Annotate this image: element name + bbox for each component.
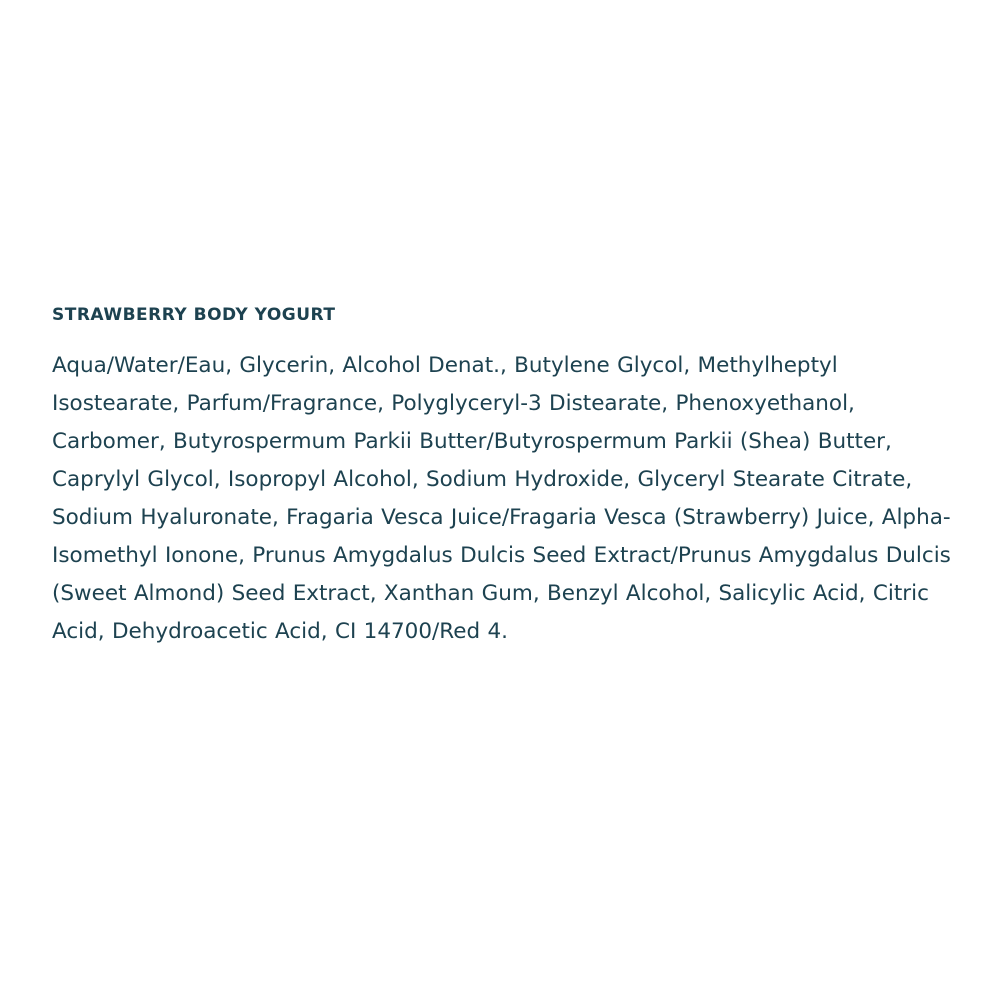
- label-content-block: [52, 305, 952, 651]
- page-title: STRAWBERRY BODY YOGURT: [52, 305, 336, 325]
- ingredients-list-text: Aqua/Water/Eau, Glycerin, Alcohol Denat., Butylene Glycol, Methylheptyl Isostearate, Parfum/Fragrance, Polyglyceryl-3 Distearate, Phenoxyethanol, Carbomer, Butyrospermum Parkii Butter/Butyrospermum Parkii (Shea) Butter, Caprylyl Glycol, Isopropyl Alcohol, Sodium Hydroxide, Glyceryl Stearate Citrate, Sodium Hyaluronate, Fragaria Vesca Juice/Fragaria Vesca (Strawberry) Juice, Alpha-Isomethyl Ionone, Prunus Amygdalus Dulcis Seed Extract/Prunus Amygdalus Dulcis (Sweet Almond) Seed Extract, Xanthan Gum, Benzyl Alcohol, Salicylic Acid, Citric Acid, Dehydroacetic Acid, CI 14700/Red 4.: [52, 353, 951, 645]
